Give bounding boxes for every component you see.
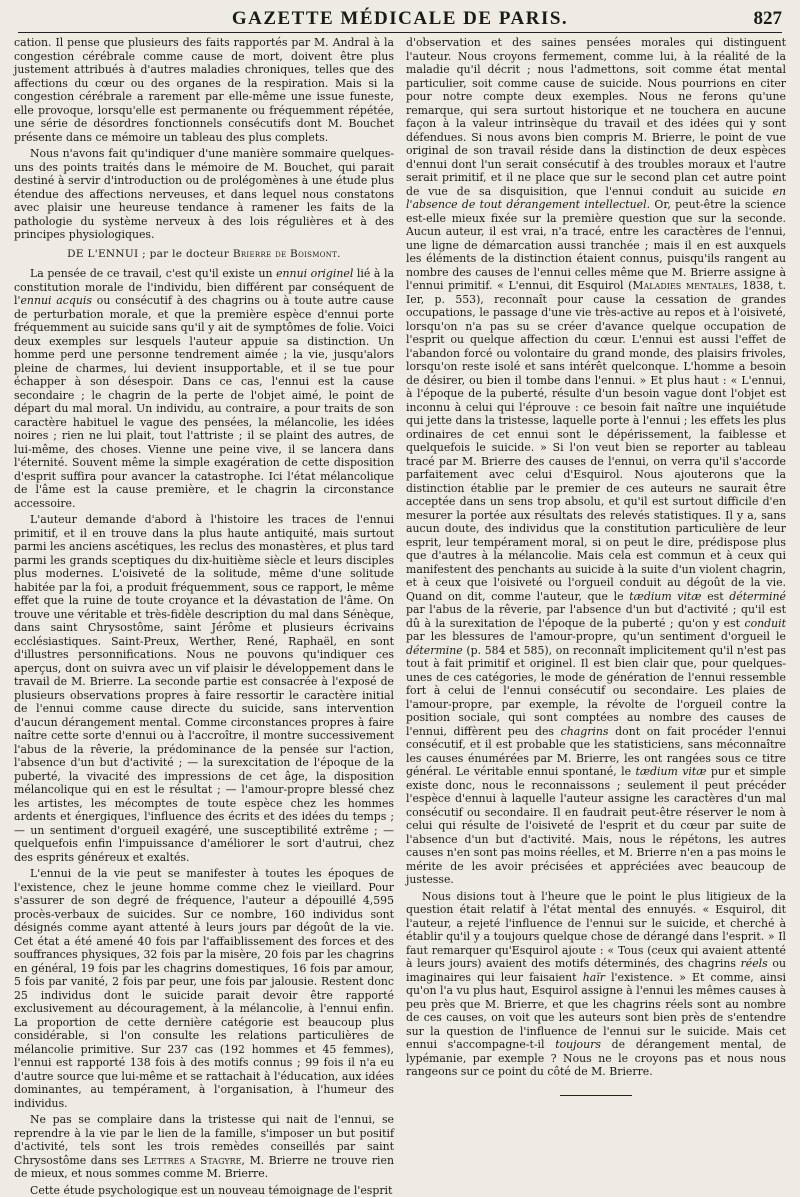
paragraph: Nous disions tout à l'heure que le point le plus litigieux de la question était relatif à l'état mental des ennuyés. « Esquirol, dit l'auteur, a rejeté l'influence de l'ennui sur le suicide, et cherché à établir qu'il y a toujours quelque chose de dérangé dans l'esprit. » Il faut remarquer qu'Esquirol ajoute : « Tous (ceux qui avaient attenté à leurs jours) avaient des motifs déterminés, des chagrins réels ou imaginaires qui leur faisaient haïr l'existence. » Et comme, ainsi qu'on l'a vu plus haut, Esquirol assigne à l'ennui les mêmes causes à peu près que M. Brierre, et que les chagrins réels sont au nombre de ces causes, on voit que les auteurs sont bien près de s'entendre sur la question de l'influence de l'ennui sur le suicide. Mais cet ennui s'accompagne-t-il toujours de dérangement mental, de lypémanie, par exemple ? Nous ne le croyons pas et nous nous rangeons sur ce point du côté de M. Brierre. (406, 890, 786, 1079)
paragraph: Nous n'avons fait qu'indiquer d'une manière sommaire quelques-uns des points traités dans le mémoire de M. Bouchet, qui parait destiné à servir d'introduction ou de prolégomènes à une étude plus étendue des affections nerveuses, et dans lequel nous constatons avec plaisir une heureuse tendance à ramener les faits de la pathologie du système nerveux à des lois régulières et à des principes physiologiques. (14, 147, 394, 242)
right-column (406, 36, 786, 1076)
article-heading: DE L'ENNUI ; par le docteur Brierre de Boismont. (14, 248, 394, 262)
section-end-rule (560, 1095, 632, 1096)
paragraph: L'ennui de la vie peut se manifester à toutes les époques de l'existence, chez le jeune homme comme chez le vieillard. Pour s'assurer de son degré de fréquence, l'auteur a dépouillé 4,595 procès-verbaux de suicides. Sur ce nombre, 160 individus sont désignés comme ayant attenté à leurs jours par dégoût de la vie. Cet état a été amené 40 fois par l'affaiblissement des forces et des souffrances physiques, 32 fois par la misère, 20 fois par les chagrins en général, 19 fois par les chagrins domestiques, 16 fois par amour, 5 fois par vanité, 2 fois par peur, une fois par jalousie. Restent donc 25 individus dont le suicide parait devoir être rapporté exclusivement au découragement, à la mélancolie, à l'ennui enfin. La proportion de cette dernière catégorie est beaucoup plus considérable, si l'on consulte les relations particulières de mélancolie primitive. Sur 237 cas (192 hommes et 45 femmes), l'ennui est rapporté 138 fois à des motifs connus ; 99 fois il n'a eu d'autre source que lui-même et se rattachait à l'éducation, aux idées dominantes, au tempérament, à l'organisation, à l'humeur des individus. (14, 867, 394, 1110)
paragraph: L'auteur demande d'abord à l'histoire les traces de l'ennui primitif, et il en trouve dans la plus haute antiquité, mais surtout parmi les anciens ascétiques, les reclus des monastères, et plus tard parmi les grands sceptiques du dix-huitième siècle et leurs disciples plus modernes. L'oisiveté de la solitude, même d'une solitude habitée par la foi, a produit fréquemment, sous ce rapport, le même effet que la ruine de toute croyance et la dévastation de l'âme. On trouve une véritable et très-fidèle description du mal dans Sénèque, dans saint Chrysostôme, saint Jérôme et plusieurs écrivains ecclésiastiques. Saint-Preux, Werther, René, Raphaël, en sont d'illustres personnifications. Nous ne pouvons qu'indiquer ces aperçus, dont on suivra avec un vif plaisir le développement dans le travail de M. Brierre. La seconde partie est consacrée à l'exposé de plusieurs observations propres à faire ressortir le caractère initial de l'ennui comme cause directe du suicide, sans intervention d'aucun dérangement mental. Comme circonstances propres à faire naître cette sorte d'ennui ou à l'accroître, il montre successivement l'abus de la rêverie, la prédominance de la pensée sur l'action, l'absence d'un but d'activité ; — la surexcitation de l'époque de la puberté, la vivacité des impressions de cet âge, la disposition mélancolique qui en est le résultat ; — l'amour-propre blessé chez les artistes, les mécomptes de toute espèce chez les hommes ardents et énergiques, l'influence des écrits et des idées du temps ; — un sentiment d'orgueil exagéré, une susceptibilité extrême ; — quelquefois enfin l'impuissance d'améliorer le sort d'autrui, chez des esprits généreux et exaltés. (14, 513, 394, 864)
paragraph: d'observation et des saines pensées morales qui distinguent l'auteur. Nous croyons fermement, comme lui, à la réalité de la maladie qu'il décrit ; nous l'admettons, soit comme état mental particulier, soit comme cause de suicide. Nous pourrions en citer pour notre compte deux exemples. Nous ne ferons qu'une remarque, qui sera surtout historique et ne touchera en aucune façon à la valeur intrinsèque du travail et des idées qui y sont défendues. Si nous avons bien compris M. Brierre, le point de vue original de son travail réside dans la distinction de deux espèces d'ennui dont l'un serait consécutif à des troubles moraux et l'autre serait primitif, et il ne place que sur le second plan cet autre point de vue de sa disquisition, que l'ennui conduit au suicide en l'absence de tout dérangement intellectuel. Or, peut-être la science est-elle mieux fixée sur la première question que sur la seconde. Aucun auteur, il est vrai, n'a tracé, entre les caractères de l'ennui, une ligne de démarcation aussi tranchée ; mais il en est auxquels les éléments de la distinction étaient connus, puisqu'ils rangent au nombre des causes de l'ennui celles même que M. Brierre assigne à l'ennui primitif. « L'ennui, dit Esquirol (Maladies mentales, 1838, t. Ier, p. 553), reconnaît pour cause la cessation de grandes occupations, le passage d'une vie très-active au repos et à l'oisiveté, lorsqu'on n'a pas su se créer d'avance quelque occupation de l'esprit ou quelque affection du cœur. L'ennui est aussi l'effet de l'abandon forcé ou volontaire du grand monde, des plaisirs frivoles, lorsqu'on reste isolé et sans intérêt quelconque. L'homme a besoin de désirer, ou bien il tombe dans l'ennui. » Et plus haut : « L'ennui, à l'époque de la puberté, résulte d'un besoin vague dont l'objet est inconnu à celui qui l'éprouve : ce besoin fait naître une inquiétude qui jette dans la tristesse, laquelle porte à l'ennui ; les effets les plus ordinaires de cet ennui sont le dépérissement, la faiblesse et quelquefois le suicide. » Si l'on veut bien se reporter au tableau tracé par M. Brierre des causes de l'ennui, on verra qu'il s'accorde parfaitement avec celui d'Esquirol. Nous ajouterons que la distinction établie par le premier de ces auteurs ne saurait être acceptée dans un sens trop absolu, et qu'il est surtout difficile d'en mesurer la portée aux résultats des relevés statistiques. Il y a, sans aucun doute, des individus que la constitution particulière de leur esprit, leur tempérament moral, si on peut le dire, prédispose plus que d'autres à la mélancolie. Mais cela est commun et à ceux qui manifestent des penchants au suicide à la suite d'un violent chagrin, et à ceux que l'oisiveté ou l'orgueil conduit au dégoût de la vie. Quand on dit, comme l'auteur, que le tædium vitæ est déterminé par l'abus de la rêverie, par l'absence d'un but d'activité ; qu'il est dû à la surexitation de l'époque de la puberté ; qu'on y est conduit par les blessures de l'amour-propre, qu'un sentiment d'orgueil le détermine (p. 584 et 585), on reconnaît implicitement qu'il n'est pas tout à fait primitif et originel. Il est bien clair que, pour quelques-unes de ces catégories, le mode de génération de l'ennui ressemble fort à celui de l'ennui consécutif ou secondaire. Les plaies de l'amour-propre, par exemple, la révolte de l'orgueil contre la position sociale, qui sont comptées au nombre des causes de l'ennui, diffèrent peu des chagrins dont on fait procéder l'ennui consécutif, et il est probable que les statisticiens, sans méconnaître les causes énumérées par M. Brierre, les ont rangées sous ce titre général. Le véritable ennui spontané, le tædium vitæ pur et simple existe donc, nous le reconnaissons ; seulement il peut précéder l'espèce d'ennui à laquelle l'auteur assigne les caractères d'un mal consécutif ou secondaire. Il en faudrait peut-être réserver le nom à celui qui résulte de l'oisiveté de l'esprit et du cœur par suite de l'absence d'un but d'activité. Mais, nous le répétons, les autres causes n'en sont pas moins réelles, et M. Brierre n'en a pas moins le mérite de les avoir précisées et appréciées avec beaucoup de justesse. (406, 36, 786, 887)
journal-title: GAZETTE MÉDICALE DE PARIS. (232, 8, 568, 32)
article-columns (14, 36, 786, 1076)
paragraph: cation. Il pense que plusieurs des faits rapportés par M. Andral à la congestion cérébrale comme cause de mort, doivent être plus justement attribués à d'autres maladies chroniques, telles que des affections du cœur ou des organes de la respiration. Mais si la congestion cérébrale a rarement par elle-même une issue funeste, elle provoque, lorsqu'elle est permanente ou fréquemment répétée, une série de désordres fonctionnels consécutifs dont M. Bouchet présente dans ce mémoire un tableau des plus complets. (14, 36, 394, 144)
paragraph: Cette étude psychologique est un nouveau témoignage de l'esprit (14, 1184, 394, 1197)
page-header (18, 6, 782, 33)
paragraph: Ne pas se complaire dans la tristesse qui nait de l'ennui, se reprendre à la vie par le lien de la famille, s'imposer un but positif d'activité, tels sont les trois remèdes conseillés par saint Chrysostôme dans ses Lettres a Stagyre, M. Brierre ne trouve rien de mieux, et nous sommes comme M. Brierre. (14, 1113, 394, 1181)
page-number: 827 (754, 8, 783, 30)
paragraph: La pensée de ce travail, c'est qu'il existe un ennui originel lié à la constitution morale de l'individu, bien différent par conséquent de l'ennui acquis ou consécutif à des chagrins ou à toute autre cause de perturbation morale, et que la première espèce d'ennui porte fréquemment au suicide sans qu'il y ait de symptômes de folie. Voici deux exemples sur lesquels l'auteur appuie sa distinction. Un homme perd une personne tendrement aimée ; la vie, jusqu'alors pleine de charmes, lui devient insupportable, et il se tue pour échapper à son désespoir. Dans ce cas, l'ennui est la cause secondaire ; le chagrin de la perte de l'objet aimé, le point de départ du mal moral. Un individu, au contraire, a pour traits de son caractère habituel le vague des pensées, la mélancolie, les idées noires ; rien ne lui plait, tout l'attriste ; il se plaint des autres, de lui-même, des choses. Vienne une peine vive, il se lancera dans l'éternité. Souvent même la simple exagération de cette disposition d'esprit suffira pour avancer la catastrophe. Ici l'état mélancolique de l'âme est la cause première, et le chagrin la circonstance accessoire. (14, 267, 394, 510)
left-column (14, 36, 394, 1076)
article-author: Brierre de Boismont (233, 248, 337, 260)
